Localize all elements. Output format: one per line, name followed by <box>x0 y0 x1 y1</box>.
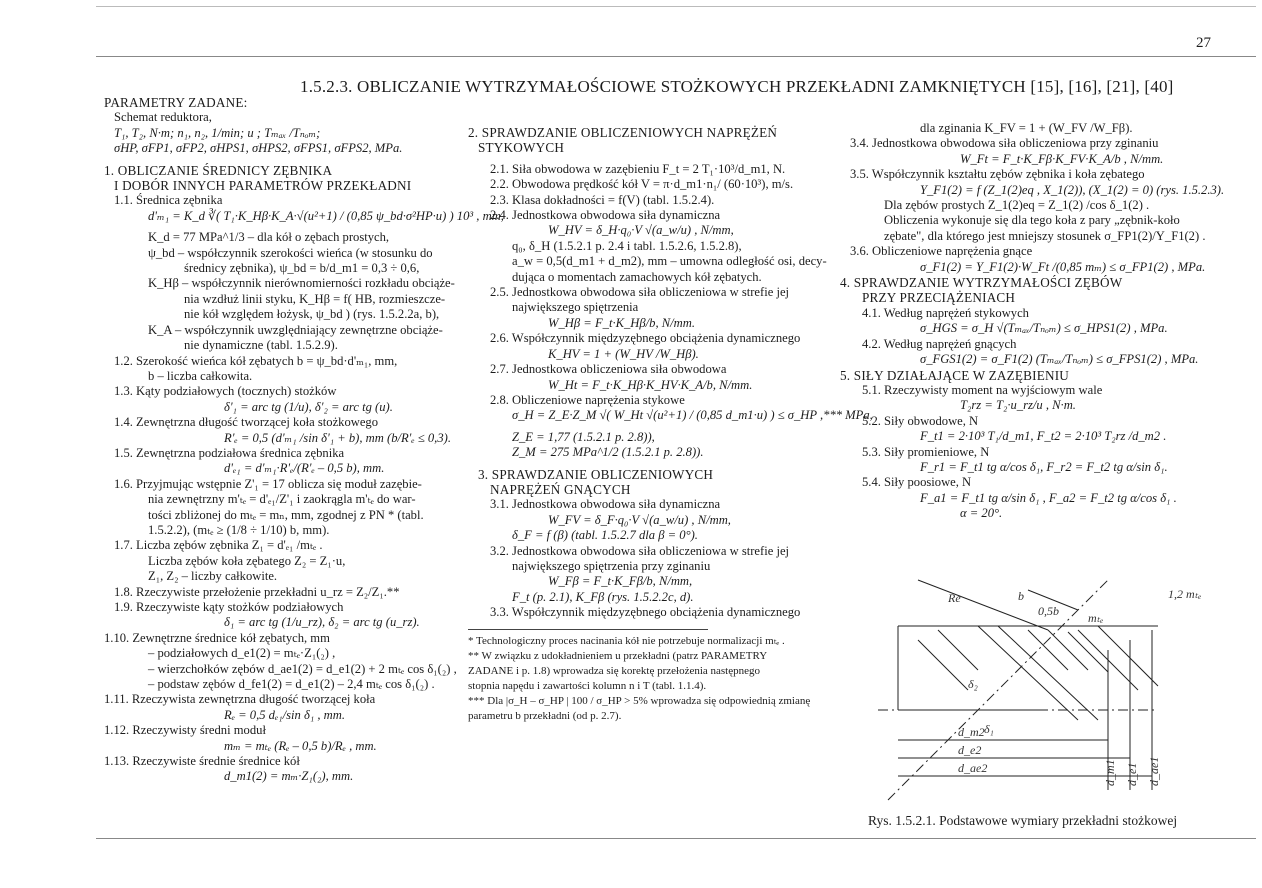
col1-line: 1.13. Rzeczywiste średnie średnice kół <box>104 754 300 769</box>
label-dm1: d_m1 <box>1103 759 1117 786</box>
col2-line: q₀, δ_H (1.5.2.1 p. 2.4 i tabl. 1.5.2.6, 1.5.2.8), <box>512 238 742 253</box>
col2-line: 3.3. Współczynnik międzyzębnego obciążenia dynamicznego <box>490 605 801 620</box>
figure-caption: Rys. 1.5.2.1. Podstawowe wymiary przekładni stożkowej <box>868 813 1178 828</box>
col2-line: Z_M = 275 MPa^1/2 (1.5.2.1 p. 2.8)). <box>512 445 704 460</box>
gear-axis <box>888 580 1108 800</box>
col1-line: 1.1. Średnica zębnika <box>114 193 223 208</box>
col3-line: dla zginania K_FV = 1 + (W_FV /W_Fβ). <box>920 121 1133 135</box>
col1-line: PARAMETRY ZADANE: <box>104 95 248 110</box>
col3-line: 3.6. Obliczeniowe naprężenia gnące <box>850 244 1033 259</box>
col3-line: 5. SIŁY DZIAŁAJĄCE W ZAZĘBIENIU <box>840 367 1070 383</box>
col3-line: zębate", dla którego jest mniejszy stosunek σ_FP1(2)/Y_F1(2) . <box>884 228 1206 243</box>
col1-line: Schemat reduktora, <box>114 110 212 125</box>
col2-line: 3. SPRAWDZANIE OBLICZENIOWYCH <box>478 466 714 482</box>
col1-line: 1.4. Zewnętrzna długość tworzącej koła stożkowego <box>114 415 379 430</box>
bevel-gear-diagram <box>878 570 1238 810</box>
label-dm2: d_m2 <box>958 725 985 739</box>
col1-line: K_A – współczynnik uwzględniający zewnętrzne obciąże- <box>148 322 443 337</box>
col1-line: K_d = 77 MPa^1/3 – dla kół o zębach prostych, <box>148 230 390 245</box>
col2-line: 2.3. Klasa dokładności = f(V) (tabl. 1.5.2.4). <box>490 192 715 207</box>
col2-line: W_Fβ = F_t·K_Fβ/b, N/mm, <box>548 574 693 589</box>
col3-line: F_r1 = F_t1 tg α/cos δ₁, F_r2 = F_t2 tg α/sin δ₁. <box>920 459 1168 474</box>
col2-line: 2.1. Siła obwodowa w zazębieniu F_t = 2 T₁·10³/d_m1, N. <box>490 161 786 176</box>
page-number: 27 <box>1196 35 1211 51</box>
label-de2: d_e2 <box>958 743 982 757</box>
col1-line: 1.11. Rzeczywista zewnętrzna długość tworzącej koła <box>104 692 376 707</box>
col2-line: 2.8. Obliczeniowe naprężenia stykowe <box>490 392 685 407</box>
col3-line: 4.2. Według naprężeń gnących <box>862 336 1017 351</box>
top-rule <box>96 6 1256 7</box>
col1-line: – podstaw zębów d_fe1(2) = d_e1(2) – 2,4 mₜₑ cos δ₁(₂) . <box>148 677 435 692</box>
col2-line: 2.7. Jednostkowa obliczeniowa siła obwodowa <box>490 362 727 377</box>
col2-line: NAPRĘŻEŃ GNĄCYCH <box>490 481 631 497</box>
section-title: 1.5.2.3. OBLICZANIE WYTRZYMAŁOŚCIOWE STOŻKOWYCH PRZEKŁADNI ZAMKNIĘTYCH [15], [16], [21], [40] <box>300 77 1174 96</box>
col2-line: W_FV = δ_F·q₀·V √(a_w/u) , N/mm, <box>548 512 731 527</box>
col3-line: σ_F1(2) = Y_F1(2)·W_Ft /(0,85 mₘ) ≤ σ_FP1(2) , MPa. <box>920 259 1206 274</box>
col1-line: nie kół względem łożysk, ψ_bd ) (rys. 1.5.2.2a, b), <box>184 307 440 322</box>
col1-line: K_Hβ – współczynnik nierównomierności rozkładu obciąże- <box>148 276 455 291</box>
label-re: Re <box>948 591 961 605</box>
label-dae2: d_ae2 <box>958 761 988 775</box>
col1-line: mₘ = mₜₑ (Rₑ – 0,5 b)/Rₑ , mm. <box>224 738 377 753</box>
col3-line: Dla zębów prostych Z_1(2)eq = Z_1(2) /cos δ_1(2) . <box>884 198 1150 213</box>
dimension-line <box>918 580 1048 630</box>
col1-line: 1.6. Przyjmując wstępnie Z'₁ = 17 oblicza się moduł zazębie- <box>114 476 422 491</box>
col3-line: 5.3. Siły promieniowe, N <box>862 444 990 459</box>
column-right <box>840 121 1256 522</box>
footnotes-line: * Technologiczny proces nacinania kół nie potrzebuje normalizacji mₜₑ . <box>468 634 785 647</box>
col3-line: W_Ft = F_t·K_Fβ·K_FV·K_A/b , N/mm. <box>960 151 1164 166</box>
col1-line: tości zbliżonej do mₜₑ = mₙ, mm, zgodnej z PN * (tabl. <box>148 507 424 522</box>
col1-line: σHP, σFP1, σFP2, σHPS1, σHPS2, σFPS1, σFPS2, MPa. <box>114 141 403 156</box>
col1-line: d'ₘ₁ = K_d ∛( T₁·K_Hβ·K_A·√(u²+1) / (0,85 ψ_bd·σ²HP·u) ) 10³ , mm, <box>148 208 504 223</box>
col2-line: W_Ht = F_t·K_Hβ·K_HV·K_A/b, N/mm. <box>548 377 753 392</box>
col3-line: Obliczenia wykonuje się dla tego koła z pary „zębnik-koło <box>884 213 1180 228</box>
col3-line: 4. SPRAWDZANIE WYTRZYMAŁOŚCI ZĘBÓW <box>840 275 1123 291</box>
label-de1: d_e1 <box>1125 762 1139 786</box>
footnotes-line: ** W związku z udokładnieniem u przekładni (patrz PARAMETRY <box>468 649 768 662</box>
col2-line: największego spiętrzenia przy zginaniu <box>512 558 711 573</box>
col1-line: d_m1(2) = mₘ·Z₁(₂), mm. <box>224 769 354 784</box>
col2-line: 2.5. Jednostkowa obwodowa siła obliczeniowa w strefie jej <box>490 285 790 300</box>
col2-line: a_w = 0,5(d_m1 + d_m2), mm – umowna odległość osi, decy- <box>512 254 827 269</box>
col1-line: δ₁ = arc tg (1/u_rz), δ₂ = arc tg (u_rz). <box>224 615 420 630</box>
label-dae1: d_ae1 <box>1147 756 1161 786</box>
col1-line: nia zewnętrzny m'ₜₑ = d'ₑ₁/Z'₁ i zaokrągla m'ₜₑ do war- <box>148 492 416 507</box>
col1-line: T₁, T₂, N·m; n₁, n₂, 1/min; u ; Tₘₐₓ /Tₙₒₘ; <box>114 125 321 140</box>
footnotes-line: *** Dla |σ_H – σ_HP | 100 / σ_HP > 5% wprowadza się odpowiednią zmianę <box>468 694 811 707</box>
col3-line: σ_HGS = σ_H √(Tₘₐₓ/Tₙₒₘ) ≤ σ_HPS1(2) , MPa. <box>920 321 1168 336</box>
col2-line: 2.2. Obwodowa prędkość kół V = π·d_m1·n₁/ (60·10³), m/s. <box>490 177 794 192</box>
col2-line: δ_F = f (β) (tabl. 1.5.2.7 dla β = 0°). <box>512 528 698 543</box>
col3-line: 3.4. Jednostkowa obwodowa siła obliczeniowa przy zginaniu <box>850 136 1159 151</box>
col3-line: 5.2. Siły obwodowe, N <box>862 413 979 428</box>
footnotes-line: parametru b przekładni (od p. 2.7). <box>468 709 622 722</box>
col1-line: Liczba zębów koła zębatego Z₂ = Z₁·u, <box>148 553 346 568</box>
pitch-cone-line <box>978 626 1078 720</box>
col3-line: PRZY PRZECIĄŻENIACH <box>862 290 1016 306</box>
col1-line: – wierzchołków zębów d_ae1(2) = d_e1(2) + 2 mₜₑ cos δ₁(₂) , <box>148 661 457 676</box>
col1-line: ψ_bd – współczynnik szerokości wieńca (w stosunku do <box>148 245 433 260</box>
col1-line: Z₁, Z₂ – liczby całkowite. <box>148 569 278 584</box>
label-half-b: 0,5b <box>1038 604 1059 618</box>
hatching <box>918 630 1108 690</box>
col1-line: 1.8. Rzeczywiste przełożenie przekładni u_rz = Z₂/Z₁.** <box>114 584 400 599</box>
column-middle-body <box>468 125 873 621</box>
col1-line: d'ₑ₁ = d'ₘ₁·R'ₑ/(R'ₑ – 0,5 b), mm. <box>224 461 385 476</box>
col3-line: Y_F1(2) = f (Z_1(2)eq , X_1(2)), (X_1(2) = 0) (rys. 1.5.2.3). <box>920 182 1225 197</box>
col3-line: α = 20°. <box>960 506 1003 521</box>
col2-line: STYKOWYCH <box>478 140 565 156</box>
col2-line: F_t (p. 2.1), K_Fβ (rys. 1.5.2.2c, d). <box>512 589 694 604</box>
col1-line: R'ₑ = 0,5 (d'ₘ₁ /sin δ'₁ + b), mm (b/R'ₑ ≤ 0,3). <box>224 430 451 445</box>
col3-line: 3.5. Współczynnik kształtu zębów zębnika i koła zębatego <box>850 167 1145 182</box>
col1-line: I DOBÓR INNYCH PARAMETRÓW PRZEKŁADNI <box>114 178 412 194</box>
col3-line: F_t1 = 2·10³ T₁/d_m1, F_t2 = 2·10³ T₂rz /d_m2 . <box>920 429 1167 444</box>
col1-line: 1.5.2.2), (mₜₑ ≥ (1/8 ÷ 1/10) b, mm). <box>148 522 330 537</box>
col2-line: W_Hβ = F_t·K_Hβ/b, N/mm. <box>548 315 695 330</box>
label-delta1: δ₁ <box>984 722 994 736</box>
col3-line: σ_FGS1(2) = σ_F1(2) (Tₘₐₓ/Tₙₒₘ) ≤ σ_FPS1(2) , MPa. <box>920 352 1199 367</box>
col2-line: 2.4. Jednostkowa obwodowa siła dynamiczna <box>490 208 721 223</box>
label-b: b <box>1018 589 1024 603</box>
column-left <box>104 95 504 785</box>
col2-line: dująca o momentach zamachowych kół zębatych. <box>512 269 762 284</box>
col2-line: największego spiętrzenia <box>512 300 639 315</box>
col2-line: 2.6. Współczynnik międzyzębnego obciążenia dynamicznego <box>490 331 801 346</box>
col1-line: 1.3. Kąty podziałowych (tocznych) stożków <box>114 384 337 399</box>
label-mte: mₜₑ <box>1088 611 1104 625</box>
col1-line: 1.12. Rzeczywisty średni moduł <box>104 723 266 738</box>
box-rule-bottom <box>96 838 1256 839</box>
label-delta2: δ₂ <box>968 677 978 691</box>
col2-line: W_HV = δ_H·q₀·V √(a_w/u) , N/mm, <box>548 223 734 238</box>
col1-line: δ'₁ = arc tg (1/u), δ'₂ = arc tg (u). <box>224 399 393 414</box>
col2-line: 3.1. Jednostkowa obwodowa siła dynamiczna <box>490 497 721 512</box>
col3-line: T₂rz = T₂·u_rz/u , N·m. <box>960 398 1076 413</box>
col1-line: 1.5. Zewnętrzna podziałowa średnica zębnika <box>114 445 345 460</box>
label-1-2-mte: 1,2 mₜₑ <box>1168 587 1202 601</box>
col2-line: 2. SPRAWDZANIE OBLICZENIOWYCH NAPRĘŻEŃ <box>468 125 778 140</box>
col2-line: σ_H = Z_E·Z_M √( W_Ht √(u²+1) / (0,85 d_m1·u) ) ≤ σ_HP ,*** MPa, <box>512 408 873 423</box>
footnotes-line: ZADANE i p. 1.8) wprowadza się korektę przełożenia następnego <box>468 664 761 677</box>
col3-line: 5.4. Siły poosiowe, N <box>862 475 972 490</box>
col1-line: – podziałowych d_e1(2) = mₜₑ·Z₁(₂) , <box>148 646 336 661</box>
col1-line: nie dynamiczne (tabl. 1.5.2.9). <box>184 338 338 353</box>
footnote-rule <box>468 629 708 630</box>
col1-line: nia wzdłuż linii styku, K_Hβ = f( HB, rozmieszcze- <box>184 291 446 306</box>
col1-line: średnicy zębnika), ψ_bd = b/d_m1 = 0,3 ÷ 0,6, <box>184 261 420 276</box>
col2-line: K_HV = 1 + (W_HV /W_Hβ). <box>548 346 699 361</box>
footnotes-line: stopnia napędu i zawartości kolumn n i T (tabl. 1.1.4). <box>468 679 707 692</box>
col1-line: 1.9. Rzeczywiste kąty stożków podziałowych <box>114 600 344 614</box>
column-middle <box>468 125 873 724</box>
col1-line: b – liczba całkowita. <box>148 368 253 383</box>
col1-line: 1.10. Zewnętrzne średnice kół zębatych, mm <box>104 630 330 645</box>
footnotes <box>468 634 846 724</box>
col2-line: Z_E = 1,77 (1.5.2.1 p. 2.8)), <box>512 429 655 444</box>
tooth-edge <box>1098 626 1158 686</box>
col2-line: 3.2. Jednostkowa obwodowa siła obliczeniowa w strefie jej <box>490 543 790 558</box>
col3-line: F_a1 = F_t1 tg α/sin δ₁ , F_a2 = F_t2 tg α/cos δ₁ . <box>920 490 1177 505</box>
col3-line: 4.1. Według naprężeń stykowych <box>862 305 1029 320</box>
box-rule-top <box>96 56 1256 57</box>
col1-line: 1. OBLICZANIE ŚREDNICY ZĘBNIKA <box>104 162 333 178</box>
col3-line: 5.1. Rzeczywisty moment na wyjściowym wale <box>862 382 1103 397</box>
col1-line: 1.2. Szerokość wieńca kół zębatych b = ψ_bd·d'ₘ₁, mm, <box>114 353 398 368</box>
col1-line: 1.7. Liczba zębów zębnika Z₁ = d'ₑ₁ /mₜₑ . <box>114 538 323 553</box>
col1-line: Rₑ = 0,5 dₑ₁/sin δ₁ , mm. <box>224 707 346 722</box>
